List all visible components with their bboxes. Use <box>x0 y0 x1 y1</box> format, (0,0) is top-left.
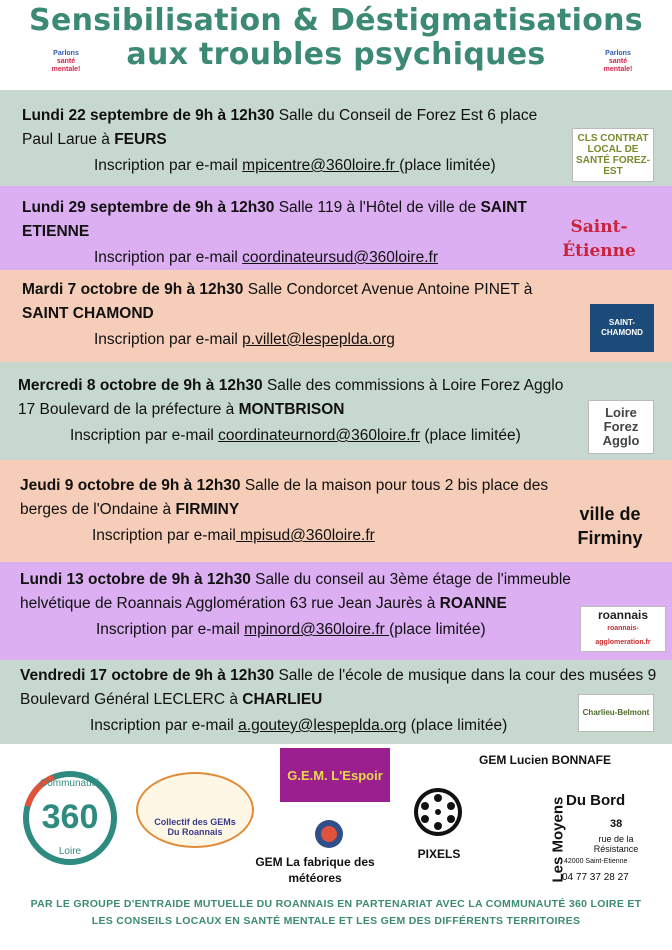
title-line-1: Sensibilisation & Déstigmatisations <box>29 3 643 38</box>
email-link[interactable]: coordinateurnord@360loire.fr <box>218 427 421 444</box>
email-link[interactable]: a.goutey@lespeplda.org <box>238 717 407 734</box>
page-title <box>0 4 672 72</box>
session-city: ROANNE <box>439 595 507 612</box>
parlons-sante-mentale-logo-right: Parlons santé mentale! <box>603 50 633 73</box>
session-place: Salle du conseil au 3ème étage de l'immeuble helvétique de Roannais Agglomération 63 rue Jean Jaurès à <box>20 571 571 612</box>
session-details <box>20 568 592 616</box>
session-details <box>20 664 662 712</box>
session-details <box>22 278 572 326</box>
session-inscription: Inscription par e-mail mpinord@360loire.fr (place limitée) <box>96 621 486 638</box>
firminy-logo: ville de Firminy <box>577 504 643 548</box>
session-date: Vendredi 17 octobre de 9h à 12h30 <box>20 667 275 684</box>
roannais-agglomeration-logo: roannais roannais-agglomeration.fr <box>580 606 666 652</box>
session-details <box>22 104 572 152</box>
session-place: Salle 119 à l'Hôtel de ville de <box>274 199 481 216</box>
session-place: Salle Condorcet Avenue Antoine PINET à <box>243 281 533 298</box>
session-inscription: Inscription par e-mail a.goutey@lespeplda.org (place limitée) <box>90 717 508 734</box>
session-city: SAINT CHAMOND <box>22 305 154 322</box>
email-link[interactable]: mpicentre@360loire.fr <box>242 157 400 174</box>
session-note: (place limitée) <box>420 427 521 444</box>
fabrique-des-meteores-icon <box>305 812 349 852</box>
parlons-sante-mentale-logo-left: Parlons santé mentale! <box>51 50 81 73</box>
session-inscription: Inscription par e-mail mpisud@360loire.fr <box>92 527 375 544</box>
email-link[interactable]: mpisud@360loire.fr <box>235 527 375 544</box>
session-note: (place limitée) <box>406 717 508 734</box>
title-line-2: aux troubles psychiques <box>126 37 546 72</box>
collectif-gems-roannais-logo: Collectif des GEMs Du Roannais <box>136 772 254 848</box>
gem-lucien-bonnafe-label: GEM Lucien BONNAFE <box>478 753 611 767</box>
session-details <box>22 196 572 244</box>
session-inscription: Inscription par e-mail mpicentre@360loire.fr (place limitée) <box>94 157 496 174</box>
session-date: Lundi 13 octobre de 9h à 12h30 <box>20 571 251 588</box>
session-firminy <box>0 460 672 562</box>
saint-etienne-logo: Saint-Étienne <box>562 217 636 261</box>
session-city: SAINT ETIENNE <box>22 199 527 240</box>
session-city: MONTBRISON <box>238 401 345 418</box>
session-date: Jeudi 9 octobre de 9h à 12h30 <box>20 477 241 494</box>
charlieu-belmont-logo: Charlieu-Belmont <box>578 694 654 732</box>
session-inscription: Inscription par e-mail coordinateurnord@360loire.fr (place limitée) <box>70 427 521 444</box>
session-saint-etienne <box>0 186 672 270</box>
session-feurs <box>0 90 672 186</box>
session-inscription: Inscription par e-mail coordinateursud@360loire.fr <box>94 249 438 266</box>
pixels-logo <box>412 786 464 838</box>
session-note: (place limitée) <box>389 621 486 638</box>
pixels-icon <box>412 786 464 838</box>
session-place: Salle de la maison pour tous 2 bis place des berges de l'Ondaine à <box>20 477 549 518</box>
saint-chamond-logo: SAINT-CHAMOND <box>590 304 654 352</box>
session-roanne <box>0 562 672 660</box>
session-saint-chamond <box>0 270 672 362</box>
session-note: (place limitée) <box>399 157 496 174</box>
gem-fabrique-label: GEM La fabrique des météores <box>255 855 375 885</box>
pixels-label: PIXELS <box>417 847 461 861</box>
session-montbrison <box>0 362 672 460</box>
email-link[interactable]: p.villet@lespeplda.org <box>242 331 395 348</box>
communaute-360-loire-logo: Communauté 360 Loire <box>20 768 120 868</box>
gem-espoir-logo: G.E.M. L'Espoir <box>280 748 390 802</box>
session-charlieu <box>0 660 672 744</box>
loire-forez-agglo-logo: Loire Forez Agglo <box>588 400 654 454</box>
session-place: Salle des commissions à Loire Forez Agglo 17 Boulevard de la préfecture à <box>18 377 564 418</box>
session-city: FIRMINY <box>175 501 240 518</box>
session-place: Salle de l'école de musique dans la cour des musées 9 Boulevard Général LECLERC à <box>20 667 657 708</box>
partnership-footer: PAR LE GROUPE D'ENTRAIDE MUTUELLE DU ROANNAIS EN PARTENARIAT AVEC LA COMMUNAUTÉ 360 LOIRE ET LES CONSEILS LOCAUX EN SANTÉ MENTALE ET LES GEM DES DIFFÉRENTS TERRITOIRES <box>30 898 642 927</box>
email-link[interactable]: mpinord@360loire.fr <box>244 621 390 638</box>
session-city: CHARLIEU <box>242 691 323 708</box>
session-city: FEURS <box>114 131 167 148</box>
session-details <box>18 374 572 422</box>
session-inscription: Inscription par e-mail p.villet@lespeplda.org <box>94 331 395 348</box>
session-details <box>20 474 572 522</box>
session-place: Salle du Conseil de Forez Est 6 place Paul Larue à <box>22 107 538 148</box>
session-date: Lundi 29 septembre de 9h à 12h30 <box>22 199 275 216</box>
les-moyens-du-bord-logo: Les Moyens Du Bord 38 rue de la Résistance 42000 Saint-Etienne 04 77 37 28 27 <box>549 792 639 883</box>
session-date: Mercredi 8 octobre de 9h à 12h30 <box>18 377 263 394</box>
session-date: Mardi 7 octobre de 9h à 12h30 <box>22 281 244 298</box>
session-date: Lundi 22 septembre de 9h à 12h30 <box>22 107 275 124</box>
cls-forez-est-logo: CLS CONTRAT LOCAL DE SANTÉ FOREZ-EST <box>572 128 654 182</box>
email-link[interactable]: coordinateursud@360loire.fr <box>242 249 438 266</box>
